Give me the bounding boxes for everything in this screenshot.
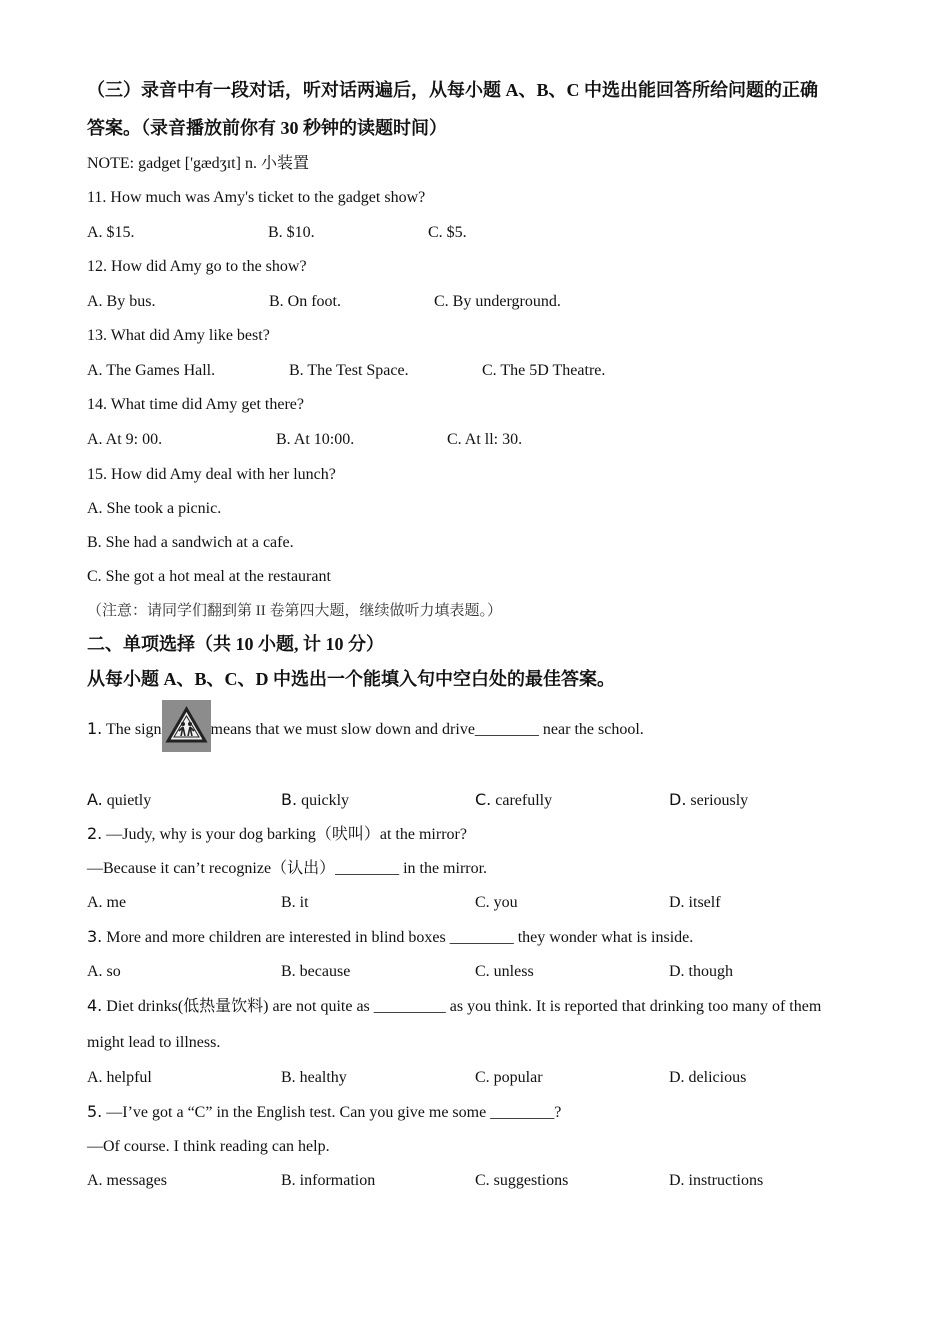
option-text-a: quietly	[102, 792, 152, 809]
question-13: 13. What did Amy like best?	[87, 327, 270, 344]
q15-option-b[interactable]: B. She had a sandwich at a cafe.	[87, 534, 294, 551]
q14-option-a[interactable]: A. At 9: 00.	[87, 431, 163, 448]
section-heading-line1: （三）录音中有一段对话，听对话两遍后，从每小题 A、B、C 中选出能回答所给问题的正确	[87, 80, 818, 100]
mc-question-1	[87, 703, 644, 755]
option-text-d: seriously	[686, 792, 749, 809]
mc-q1-option-d[interactable]	[669, 790, 748, 811]
vocab-note: NOTE: gadget ['gædʒɪt] n. 小装置	[87, 155, 309, 172]
option-letter-d: D.	[669, 790, 687, 809]
children-crossing-sign-icon	[162, 700, 211, 752]
option-letter-c: C.	[475, 790, 492, 809]
mc-q1-option-a[interactable]	[87, 790, 151, 811]
mc-q1-text-pre: The sign	[102, 721, 162, 738]
mc-q4-line2: might lead to illness.	[87, 1034, 221, 1051]
mc-q4-option-a[interactable]: A. helpful	[87, 1069, 152, 1086]
reminder-note: （注意：请同学们翻到第 II 卷第四大题，继续做听力填表题。）	[87, 603, 502, 619]
mc-q5-number: 5.	[87, 1102, 103, 1121]
mc-q1-option-c[interactable]	[475, 790, 552, 811]
mc-q5-line1: —I’ve got a “C” in the English test. Can you give me some ________?	[102, 1104, 562, 1121]
mc-question-5	[87, 1102, 561, 1123]
q12-option-b[interactable]: B. On foot.	[269, 293, 341, 310]
mc-q3-option-d[interactable]: D. though	[669, 963, 733, 980]
q15-option-a[interactable]: A. She took a picnic.	[87, 500, 222, 517]
mc-q1-option-b[interactable]	[281, 790, 349, 811]
mc-q1-number: 1.	[87, 719, 103, 738]
mc-question-3	[87, 927, 693, 948]
mc-q4-option-c[interactable]: C. popular	[475, 1069, 543, 1086]
q13-option-c[interactable]: C. The 5D Theatre.	[482, 362, 606, 379]
mc-q4-option-d[interactable]: D. delicious	[669, 1069, 747, 1086]
mc-q2-line2: —Because it can’t recognize（认出）________ in the mirror.	[87, 860, 488, 877]
q11-option-a[interactable]: A. $15.	[87, 224, 135, 241]
mc-q2-option-b[interactable]: B. it	[281, 894, 309, 911]
mc-q3-option-a[interactable]: A. so	[87, 963, 121, 980]
mc-q3-line1: More and more children are interested in blind boxes ________ they wonder what is inside.	[102, 929, 694, 946]
q14-option-b[interactable]: B. At 10:00.	[276, 431, 355, 448]
mc-q5-line2: —Of course. I think reading can help.	[87, 1138, 330, 1155]
section-heading-line2: 答案。（录音播放前你有 30 秒钟的读题时间）	[87, 118, 447, 138]
q12-option-a[interactable]: A. By bus.	[87, 293, 156, 310]
mc-q2-option-d[interactable]: D. itself	[669, 894, 721, 911]
mc-question-4	[87, 996, 821, 1017]
option-letter-a: A.	[87, 790, 103, 809]
mc-q3-option-c[interactable]: C. unless	[475, 963, 534, 980]
mc-q1-text-post: means that we must slow down and drive________ near the school.	[210, 721, 644, 738]
mc-q2-option-a[interactable]: A. me	[87, 894, 127, 911]
mc-q5-option-d[interactable]: D. instructions	[669, 1172, 764, 1189]
mc-q4-number: 4.	[87, 996, 103, 1015]
q14-option-c[interactable]: C. At ll: 30.	[447, 431, 523, 448]
mc-question-2	[87, 824, 467, 845]
school-warning-sign-image	[162, 700, 211, 752]
mc-q2-number: 2.	[87, 824, 103, 843]
q13-option-a[interactable]: A. The Games Hall.	[87, 362, 216, 379]
q11-option-b[interactable]: B. $10.	[268, 224, 315, 241]
mc-q5-option-a[interactable]: A. messages	[87, 1172, 167, 1189]
question-12: 12. How did Amy go to the show?	[87, 258, 307, 275]
q12-option-c[interactable]: C. By underground.	[434, 293, 561, 310]
part-instruction: 从每小题 A、B、C、D 中选出一个能填入句中空白处的最佳答案。	[87, 669, 616, 689]
mc-q3-option-b[interactable]: B. because	[281, 963, 351, 980]
question-15: 15. How did Amy deal with her lunch?	[87, 466, 336, 483]
mc-q5-option-b[interactable]: B. information	[281, 1172, 376, 1189]
mc-q4-option-b[interactable]: B. healthy	[281, 1069, 347, 1086]
option-letter-b: B.	[281, 790, 298, 809]
mc-q4-line1: Diet drinks(低热量饮料) are not quite as _________ as you think. It is reported that drinking too many of them	[102, 998, 822, 1015]
question-14: 14. What time did Amy get there?	[87, 396, 304, 413]
q15-option-c[interactable]: C. She got a hot meal at the restaurant	[87, 568, 331, 585]
mc-q2-option-c[interactable]: C. you	[475, 894, 518, 911]
option-text-c: carefully	[491, 792, 553, 809]
option-text-b: quickly	[297, 792, 350, 809]
part-title: 二、单项选择（共 10 小题, 计 10 分）	[87, 634, 384, 654]
mc-q3-number: 3.	[87, 927, 103, 946]
mc-q2-line1: —Judy, why is your dog barking（吠叫）at the mirror?	[102, 826, 467, 843]
q13-option-b[interactable]: B. The Test Space.	[289, 362, 409, 379]
mc-q5-option-c[interactable]: C. suggestions	[475, 1172, 569, 1189]
question-11: 11. How much was Amy's ticket to the gadget show?	[87, 189, 426, 206]
q11-option-c[interactable]: C. $5.	[428, 224, 467, 241]
